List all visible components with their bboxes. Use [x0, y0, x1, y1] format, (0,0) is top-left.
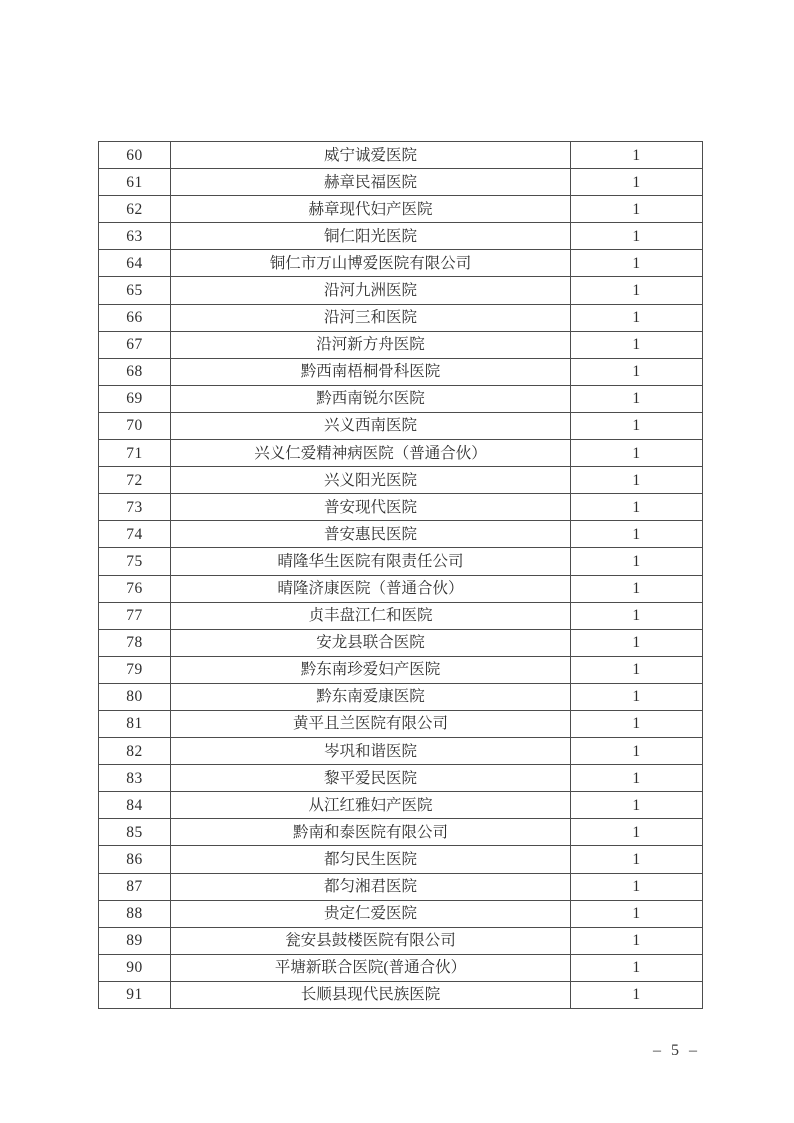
hospital-name: 普安现代医院 [171, 494, 571, 521]
hospital-table [98, 141, 703, 1009]
row-count: 1 [571, 629, 703, 656]
hospital-name: 黔东南爱康医院 [171, 683, 571, 710]
row-number: 68 [99, 358, 171, 385]
row-number: 73 [99, 494, 171, 521]
table-row [99, 846, 703, 873]
row-number: 83 [99, 765, 171, 792]
hospital-name: 安龙县联合医院 [171, 629, 571, 656]
row-count: 1 [571, 846, 703, 873]
hospital-name: 贞丰盘江仁和医院 [171, 602, 571, 629]
table-row [99, 575, 703, 602]
hospital-name: 平塘新联合医院(普通合伙） [171, 954, 571, 981]
row-count: 1 [571, 656, 703, 683]
row-number: 90 [99, 954, 171, 981]
row-count: 1 [571, 521, 703, 548]
hospital-name: 沿河新方舟医院 [171, 331, 571, 358]
row-number: 77 [99, 602, 171, 629]
hospital-name: 瓮安县鼓楼医院有限公司 [171, 927, 571, 954]
hospital-name: 黄平且兰医院有限公司 [171, 710, 571, 737]
row-count: 1 [571, 819, 703, 846]
row-count: 1 [571, 440, 703, 467]
hospital-name: 都匀民生医院 [171, 846, 571, 873]
row-number: 84 [99, 792, 171, 819]
hospital-table-body [99, 142, 703, 1009]
table-row [99, 196, 703, 223]
table-row [99, 710, 703, 737]
row-count: 1 [571, 385, 703, 412]
table-row [99, 792, 703, 819]
table-row [99, 277, 703, 304]
row-number: 82 [99, 738, 171, 765]
hospital-name: 普安惠民医院 [171, 521, 571, 548]
hospital-name: 长顺县现代民族医院 [171, 981, 571, 1008]
table-row [99, 873, 703, 900]
row-number: 74 [99, 521, 171, 548]
hospital-name: 晴隆济康医院（普通合伙） [171, 575, 571, 602]
row-count: 1 [571, 223, 703, 250]
row-number: 62 [99, 196, 171, 223]
table-row [99, 169, 703, 196]
row-count: 1 [571, 602, 703, 629]
row-count: 1 [571, 710, 703, 737]
row-count: 1 [571, 467, 703, 494]
table-row [99, 602, 703, 629]
table-row [99, 900, 703, 927]
hospital-name: 岑巩和谐医院 [171, 738, 571, 765]
row-number: 88 [99, 900, 171, 927]
row-count: 1 [571, 981, 703, 1008]
hospital-name: 黔南和泰医院有限公司 [171, 819, 571, 846]
row-count: 1 [571, 277, 703, 304]
hospital-name: 晴隆华生医院有限责任公司 [171, 548, 571, 575]
row-number: 89 [99, 927, 171, 954]
row-number: 71 [99, 440, 171, 467]
hospital-name: 都匀湘君医院 [171, 873, 571, 900]
row-number: 87 [99, 873, 171, 900]
row-count: 1 [571, 358, 703, 385]
table-row [99, 250, 703, 277]
hospital-name: 黔东南珍爱妇产医院 [171, 656, 571, 683]
row-number: 91 [99, 981, 171, 1008]
table-row [99, 819, 703, 846]
row-count: 1 [571, 765, 703, 792]
table-row [99, 304, 703, 331]
hospital-name: 兴义仁爱精神病医院（普通合伙） [171, 440, 571, 467]
row-count: 1 [571, 954, 703, 981]
hospital-name: 贵定仁爱医院 [171, 900, 571, 927]
row-count: 1 [571, 169, 703, 196]
row-number: 78 [99, 629, 171, 656]
table-row [99, 467, 703, 494]
row-count: 1 [571, 927, 703, 954]
page-number: – 5 – [653, 1042, 700, 1059]
hospital-name: 铜仁市万山博爱医院有限公司 [171, 250, 571, 277]
hospital-name: 铜仁阳光医院 [171, 223, 571, 250]
row-number: 80 [99, 683, 171, 710]
row-number: 79 [99, 656, 171, 683]
row-count: 1 [571, 873, 703, 900]
hospital-name: 兴义西南医院 [171, 412, 571, 439]
row-number: 64 [99, 250, 171, 277]
table-row [99, 981, 703, 1008]
table-row [99, 494, 703, 521]
row-number: 85 [99, 819, 171, 846]
table-row [99, 331, 703, 358]
table-row [99, 385, 703, 412]
table-row [99, 629, 703, 656]
hospital-name: 黎平爱民医院 [171, 765, 571, 792]
table-row [99, 142, 703, 169]
hospital-name: 黔西南梧桐骨科医院 [171, 358, 571, 385]
row-count: 1 [571, 683, 703, 710]
row-number: 60 [99, 142, 171, 169]
table-row [99, 412, 703, 439]
row-number: 86 [99, 846, 171, 873]
row-count: 1 [571, 412, 703, 439]
row-count: 1 [571, 900, 703, 927]
table-row [99, 223, 703, 250]
hospital-name: 兴义阳光医院 [171, 467, 571, 494]
table-row [99, 440, 703, 467]
table-row [99, 358, 703, 385]
row-number: 65 [99, 277, 171, 304]
row-number: 75 [99, 548, 171, 575]
table-row [99, 954, 703, 981]
row-count: 1 [571, 250, 703, 277]
row-count: 1 [571, 196, 703, 223]
row-count: 1 [571, 142, 703, 169]
row-number: 67 [99, 331, 171, 358]
hospital-name: 从江红雅妇产医院 [171, 792, 571, 819]
hospital-name: 赫章现代妇产医院 [171, 196, 571, 223]
row-number: 61 [99, 169, 171, 196]
table-row [99, 738, 703, 765]
row-number: 76 [99, 575, 171, 602]
row-count: 1 [571, 304, 703, 331]
hospital-name: 沿河三和医院 [171, 304, 571, 331]
table-row [99, 548, 703, 575]
row-count: 1 [571, 575, 703, 602]
hospital-name: 沿河九洲医院 [171, 277, 571, 304]
row-number: 70 [99, 412, 171, 439]
table-row [99, 683, 703, 710]
row-number: 63 [99, 223, 171, 250]
row-number: 81 [99, 710, 171, 737]
row-count: 1 [571, 738, 703, 765]
row-number: 72 [99, 467, 171, 494]
row-count: 1 [571, 548, 703, 575]
row-count: 1 [571, 494, 703, 521]
table-row [99, 656, 703, 683]
row-count: 1 [571, 331, 703, 358]
hospital-name: 黔西南锐尔医院 [171, 385, 571, 412]
table-row [99, 765, 703, 792]
row-number: 69 [99, 385, 171, 412]
table-row [99, 521, 703, 548]
row-count: 1 [571, 792, 703, 819]
hospital-name: 赫章民福医院 [171, 169, 571, 196]
table-row [99, 927, 703, 954]
hospital-name: 威宁诚爱医院 [171, 142, 571, 169]
row-number: 66 [99, 304, 171, 331]
